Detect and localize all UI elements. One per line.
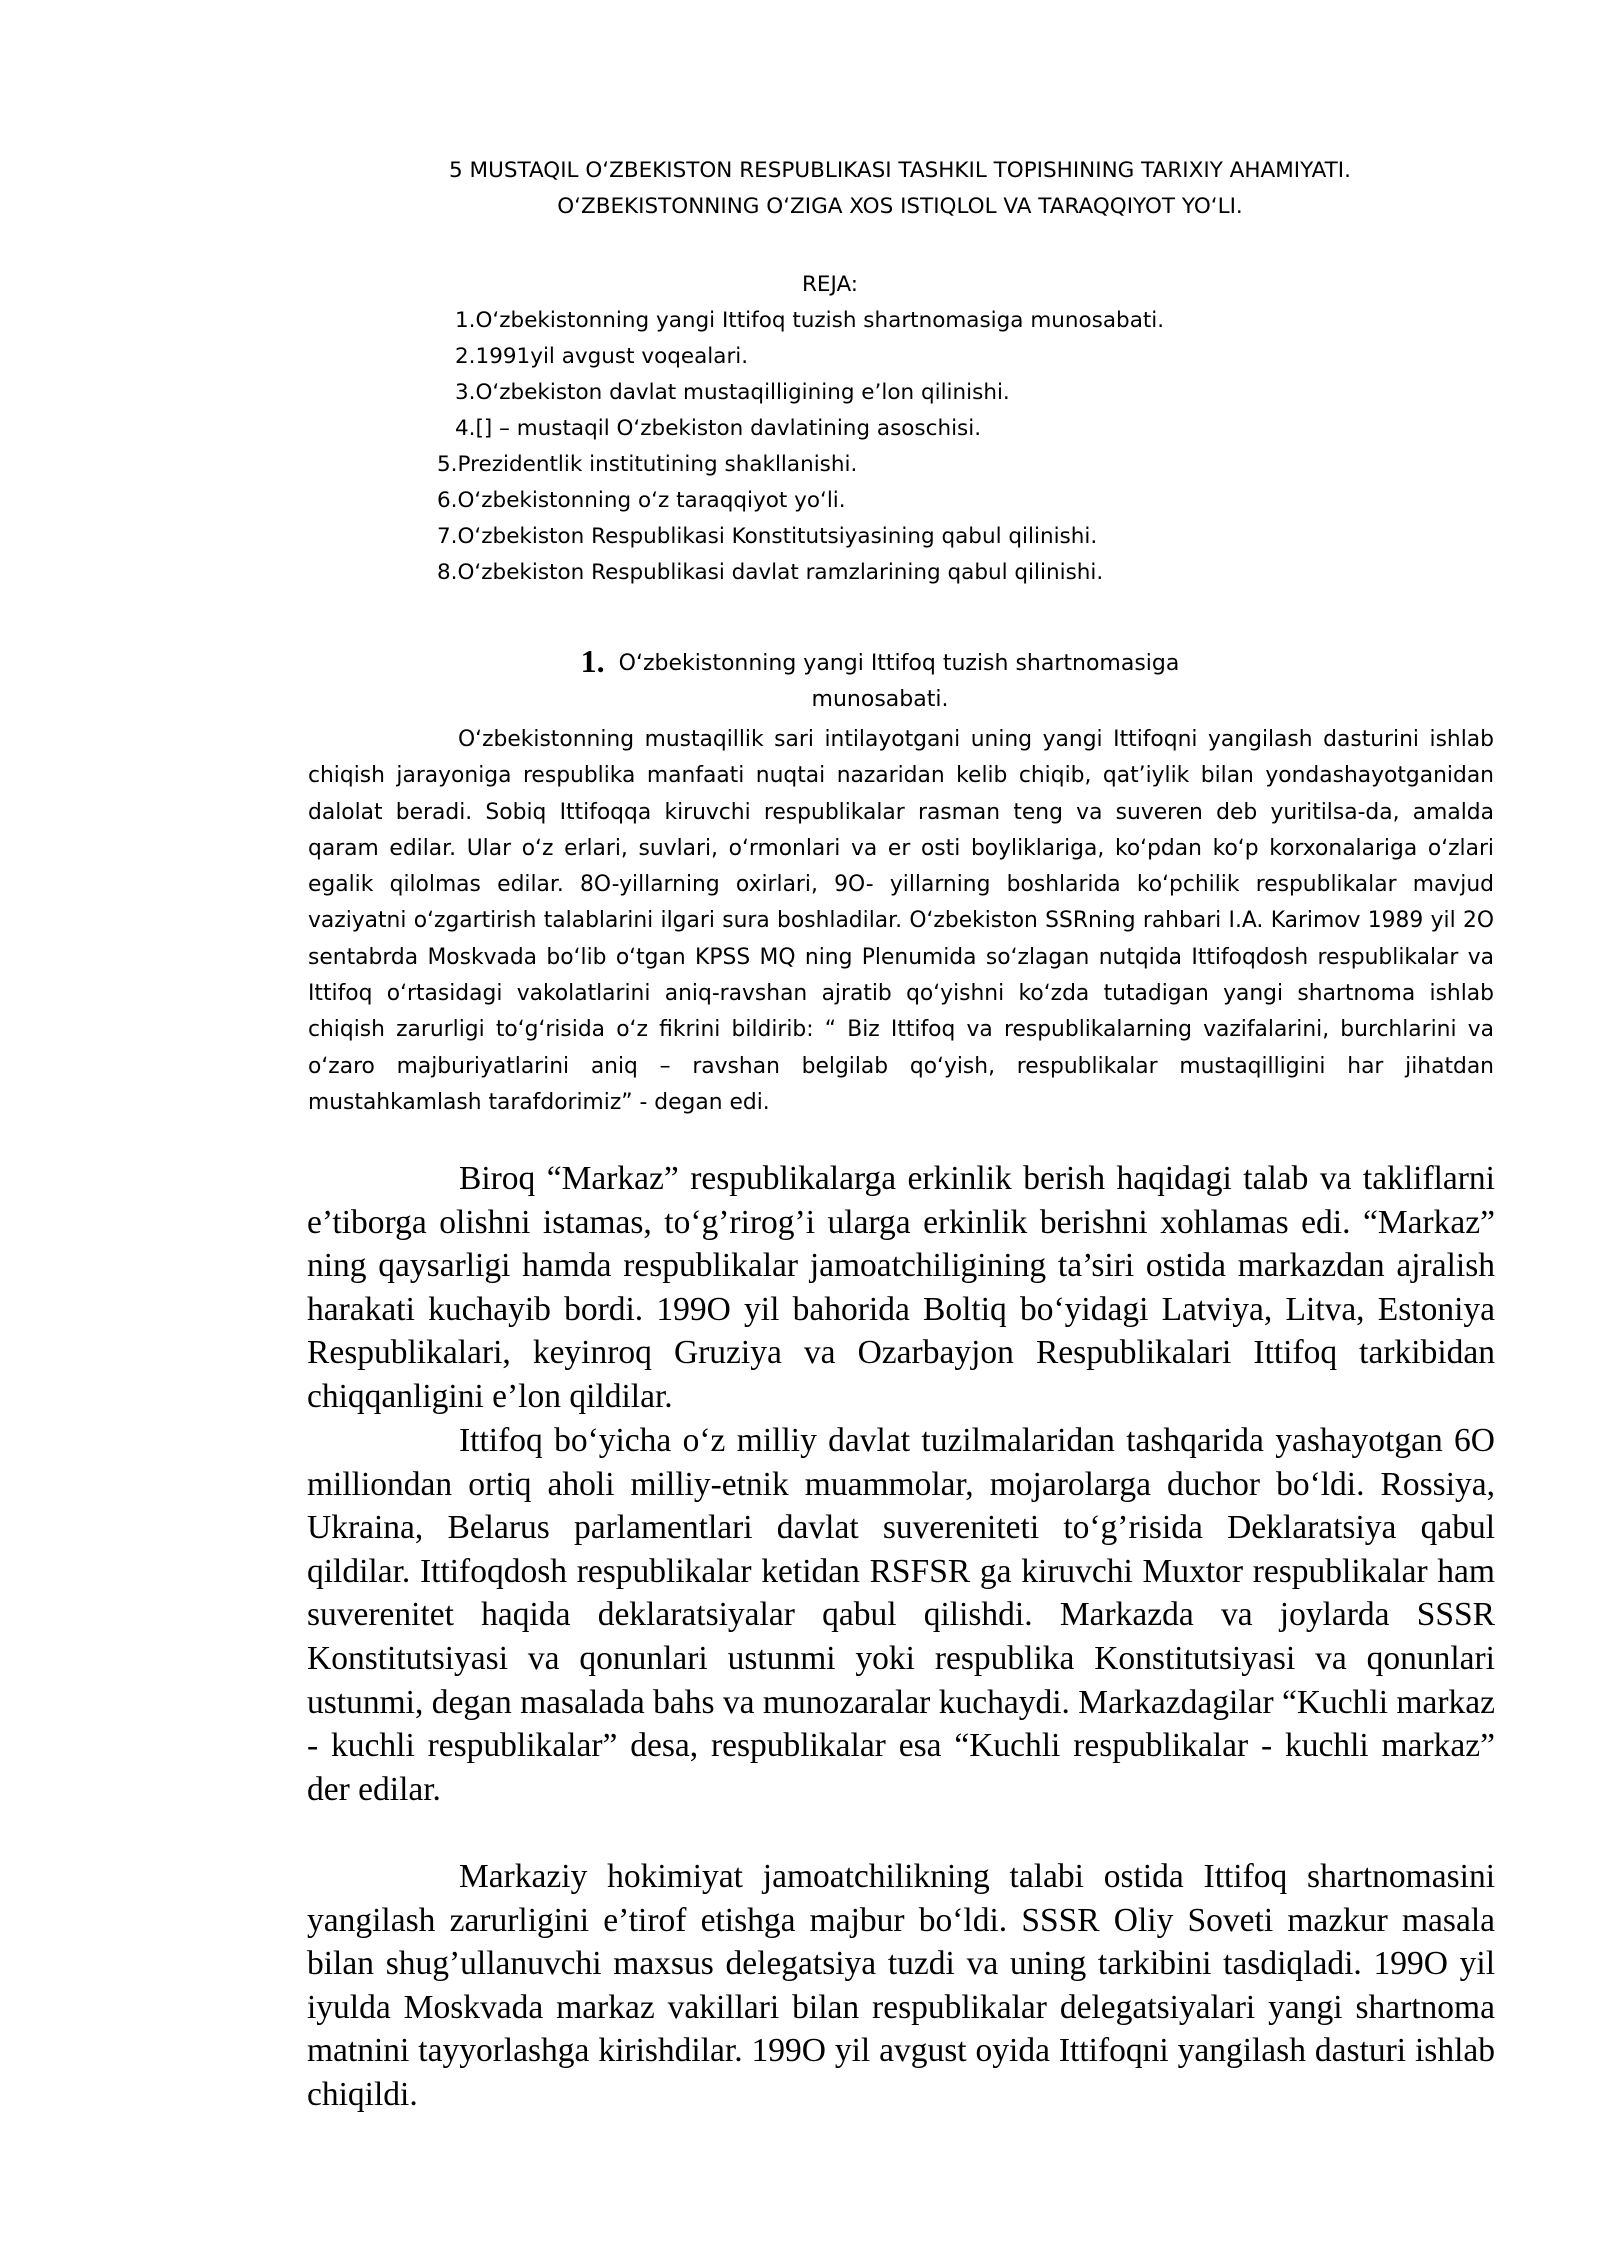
- plan-item: 4.[] – mustaqil Oʻzbekiston davlatining asoschisi.: [455, 416, 982, 441]
- section-heading-line-1: Oʻzbekistonning yangi Ittifoq tuzish shartnomasiga: [618, 651, 1180, 676]
- plan-item: 5.Prezidentlik institutining shakllanishi.: [437, 452, 858, 477]
- title-line-2: OʻZBEKISTONNING OʻZIGA XOS ISTIQLOL VA TARAQQIYOT YOʻLI.: [557, 194, 1243, 219]
- plan-item: 2.1991yil avgust voqealari.: [455, 344, 749, 369]
- paragraph: Ittifoq boʻyicha oʻz milliy davlat tuzilmalaridan tashqarida yashayotgan 6O milliondan ortiq aholi milliy-etnik muammolar, mojarolarga duchor boʻldi. Rossiya, Ukraina, Belarus parlamentlari davlat suvereniteti toʻg’risida Deklaratsiya qabul qildilar. Ittifoqdosh respublikalar ketidan RSFSR ga kiruvchi Muxtor respublikalar ham suverenitet haqida deklaratsiyalar qabul qilishdi. Markazda va joylarda SSSR Konstitutsiyasi va qonunlari ustunmi yoki respublika Konstitutsiyasi va qonunlari ustunmi, degan masalada bahs va munozaralar kuchaydi. Markazdagilar “Kuchli markaz - kuchli respublikalar” desa, respublikalar esa “Kuchli respublikalar - kuchli markaz” der edilar.: [307, 1422, 1495, 1808]
- plan-item: 6.Oʻzbekistonning oʻz taraqqiyot yoʻli.: [437, 488, 846, 513]
- plan-item: 3.Oʻzbekiston davlat mustaqilligining e’lon qilinishi.: [455, 380, 1010, 405]
- section-heading: [540, 643, 1220, 718]
- plan-heading: REJA:: [801, 272, 859, 297]
- section-heading-line-2: munosabati.: [811, 687, 949, 712]
- document-title: [300, 153, 1500, 225]
- paragraph: Biroq “Markaz” respublikalarga erkinlik berish haqidagi talab va takliflarni e’tiborga olishni istamas, toʻg’rirog’i ularga erkinlik berishni xohlamas edi. “Markaz” ning qaysarligi hamda respublikalar jamoatchiligining ta’siri ostida markazdan ajralish harakati kuchayib bordi. 199O yil bahorida Boltiq boʻyidagi Latviya, Litva, Estoniya Respublikalari, keyinroq Gruziya va Ozarbayjon Respublikalari Ittifoq tarkibidan chiqqanligini e’lon qildilar.: [307, 1160, 1495, 1415]
- plan-item: 7.Oʻzbekiston Respublikasi Konstitutsiyasining qabul qilinishi.: [437, 524, 1098, 549]
- plan-item: 8.Oʻzbekiston Respublikasi davlat ramzlarining qabul qilinishi.: [437, 560, 1104, 585]
- paragraph: Markaziy hokimiyat jamoatchilikning talabi ostida Ittifoq shartnomasini yangilash zarurligini e’tirof etishga majbur boʻldi. SSSR Oliy Soveti mazkur masala bilan shug’ullanuvchi maxsus delegatsiya tuzdi va uning tarkibini tasdiqladi. 199O yil iyulda Moskvada markaz vakillari bilan respublikalar delegatsiyalari yangi shartnoma matnini tayyorlashga kirishdilar. 199O yil avgust oyida Ittifoqni yangilash dasturi ishlab chiqildi.: [307, 1858, 1495, 2113]
- plan-item: 1.Oʻzbekistonning yangi Ittifoq tuzish shartnomasiga munosabati.: [455, 308, 1165, 333]
- section-number: 1.: [580, 643, 605, 679]
- title-line-1: 5 MUSTAQIL OʻZBEKISTON RESPUBLIKASI TASHKIL TOPISHINING TARIXIY AHAMIYATI.: [449, 158, 1351, 183]
- paragraph: Oʻzbekistonning mustaqillik sari intilayotgani uning yangi Ittifoqni yangilash dasturini ishlab chiqish jarayoniga respublika manfaati nuqtai nazaridan kelib chiqib, qat’iylik bilan yondashayotganidan dalolat beradi. Sobiq Ittifoqqa kiruvchi respublikalar rasman teng va suveren deb yuritilsa-da, amalda qaram edilar. Ular oʻz erlari, suvlari, oʻrmonlari va er osti boyliklariga, koʻpdan koʻp korxonalariga oʻzlari egalik qilolmas edilar. 8O-yillarning oxirlari, 9O- yillarning boshlarida koʻpchilik respublikalar mavjud vaziyatni oʻzgartirish talablarini ilgari sura boshladilar. Oʻzbekiston SSRning rahbari I.A. Karimov 1989 yil 2O sentabrda Moskvada boʻlib oʻtgan KPSS MQ ning Plenumida soʻzlagan nutqida Ittifoqdosh respublikalar va Ittifoq oʻrtasidagi vakolatlarini aniq-ravshan ajratib qoʻyishni koʻzda tutadigan yangi shartnoma ishlab chiqish zarurligi toʻgʻrisida oʻz fikrini bildirib: “ Biz Ittifoq va respublikalarning vazifalarini, burchlarini va oʻzaro majburiyatlarini aniq – ravshan belgilab qoʻyish, respublikalar mustaqilligini har jihatdan mustahkamlash tarafdorimiz” - degan edi.: [308, 727, 1494, 1115]
